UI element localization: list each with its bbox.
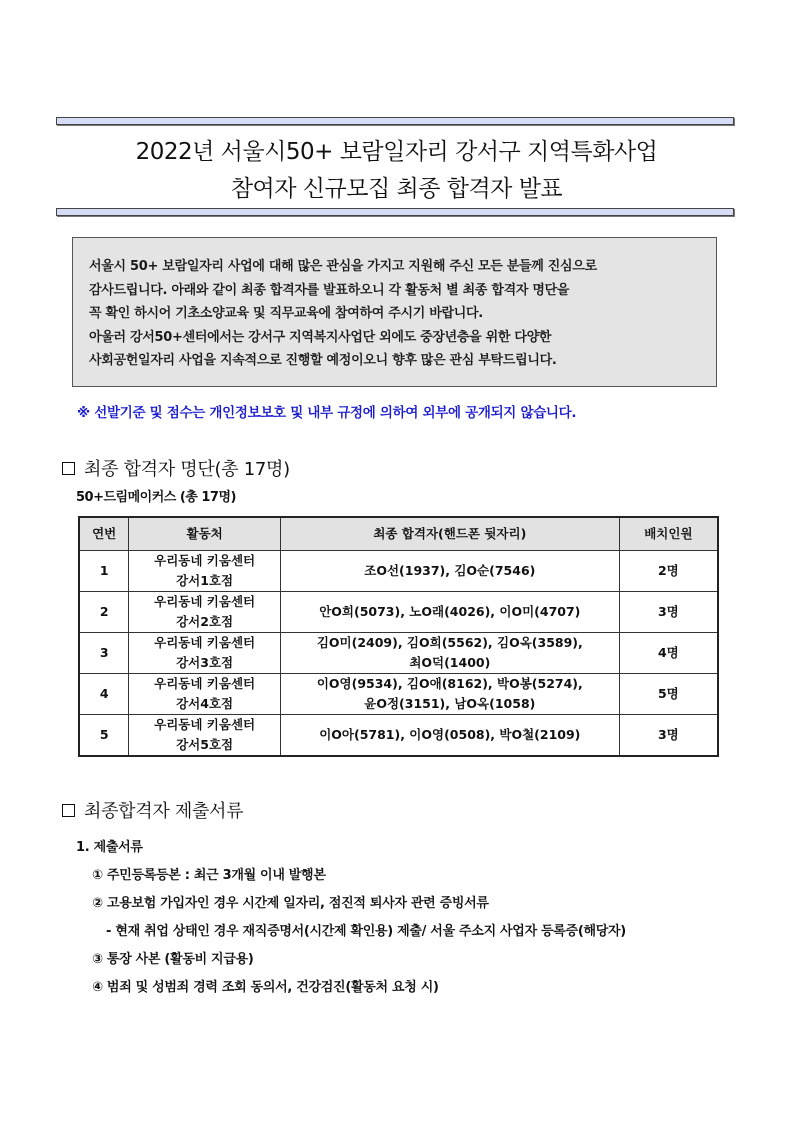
document-item: ④ 범죄 및 성범죄 경력 조회 동의서, 건강검진(활동처 요청 시) [92,980,439,995]
row-count: 2명 [619,551,718,592]
intro-line: 사회공헌일자리 사업을 지속적으로 진행할 예정이오니 향후 많은 관심 부탁드립니다. [89,353,557,368]
row-passers [280,592,619,633]
checkbox-square-icon [62,462,75,475]
row-count: 5명 [619,674,718,715]
place-branch: 강서2호점 [176,614,234,629]
row-passers [280,551,619,592]
row-place [129,674,280,715]
section-heading-final-list [62,455,290,481]
row-place [129,592,280,633]
program-subheading: 50+드림메이커스 (총 17명) [76,490,236,505]
row-count: 3명 [619,592,718,633]
document-item: ③ 통장 사본 (활동비 지급용) [92,952,254,967]
place-branch: 강서3호점 [176,655,234,670]
checkbox-square-icon [62,804,75,817]
passers-line: 조O선(1937), 김O순(7546) [364,563,536,578]
passers-line: 김O미(2409), 김O희(5562), 김O옥(3589), [316,635,583,650]
intro-line: 서울시 50+ 보람일자리 사업에 대해 많은 관심을 가지고 지원해 주신 모든 분들께 진심으로 [89,259,597,274]
place-name: 우리동네 키움센터 [154,676,256,691]
document-item: ② 고용보험 가입자인 경우 시간제 일자리, 점진적 퇴사자 관련 증빙서류 [92,896,489,911]
column-header-passers: 최종 합격자(핸드폰 뒷자리) [280,517,619,551]
passers-line: 윤O정(3151), 남O옥(1058) [364,696,536,711]
row-place [129,715,280,757]
table-row [79,592,718,633]
page-title-line-2: 참여자 신규모집 최종 합격자 발표 [230,176,563,202]
row-passers [280,674,619,715]
passers-line: 최O덕(1400) [409,655,491,670]
passers-line: 이O아(5781), 이O영(0508), 박O철(2109) [319,727,581,742]
title-bar-bottom-divider [56,208,734,216]
place-branch: 강서5호점 [176,737,234,752]
table-row [79,674,718,715]
document-sub-item: - 현재 취업 상태인 경우 재직증명서(시간제 확인용) 제출/ 서울 주소지 사업자 등록증(해당자) [106,924,626,939]
column-header-count: 배치인원 [619,517,718,551]
title-bar-top-divider [56,117,734,125]
table-row [79,715,718,757]
section-heading-text: 최종 합격자 명단(총 17명) [84,459,290,480]
page-title-line-1: 2022년 서울시50+ 보람일자리 강서구 지역특화사업 [135,139,658,165]
section-heading-text: 최종합격자 제출서류 [84,801,244,822]
row-passers [280,715,619,757]
table-header-row [79,517,718,551]
column-header-number: 연번 [79,517,129,551]
table-row [79,551,718,592]
passers-line: 이O영(9534), 김O애(8162), 박O봉(5274), [316,676,583,691]
row-number: 5 [79,715,129,757]
intro-line: 감사드립니다. 아래와 같이 최종 합격자를 발표하오니 각 활동처 별 최종 합격자 명단을 [89,282,570,298]
row-number: 2 [79,592,129,633]
row-count: 3명 [619,715,718,757]
row-number: 1 [79,551,129,592]
section-heading-documents [62,797,243,823]
final-roster-table [78,516,719,757]
place-name: 우리동네 키움센터 [154,594,256,609]
place-name: 우리동네 키움센터 [154,635,256,650]
place-name: 우리동네 키움센터 [154,553,256,568]
intro-message-box [72,237,717,387]
row-place [129,633,280,674]
privacy-notice: ※ 선발기준 및 점수는 개인정보보호 및 내부 규정에 의하여 외부에 공개되지 않습니다. [77,405,577,421]
document-item: ① 주민등록등본 : 최근 3개월 이내 발행본 [92,868,326,883]
table-row [79,633,718,674]
passers-line: 안O희(5073), 노O래(4026), 이O미(4707) [319,604,581,619]
place-branch: 강서1호점 [176,573,234,588]
intro-line: 꼭 확인 하시어 기초소양교육 및 직무교육에 참여하여 주시기 바랍니다. [89,306,483,321]
intro-line: 아울러 강서50+센터에서는 강서구 지역복지사업단 외에도 중장년층을 위한 다양한 [89,329,552,345]
documents-list-title: 1. 제출서류 [76,840,143,855]
place-branch: 강서4호점 [176,696,234,711]
column-header-place: 활동처 [129,517,280,551]
row-passers [280,633,619,674]
row-count: 4명 [619,633,718,674]
row-place [129,551,280,592]
row-number: 3 [79,633,129,674]
row-number: 4 [79,674,129,715]
place-name: 우리동네 키움센터 [154,717,256,732]
